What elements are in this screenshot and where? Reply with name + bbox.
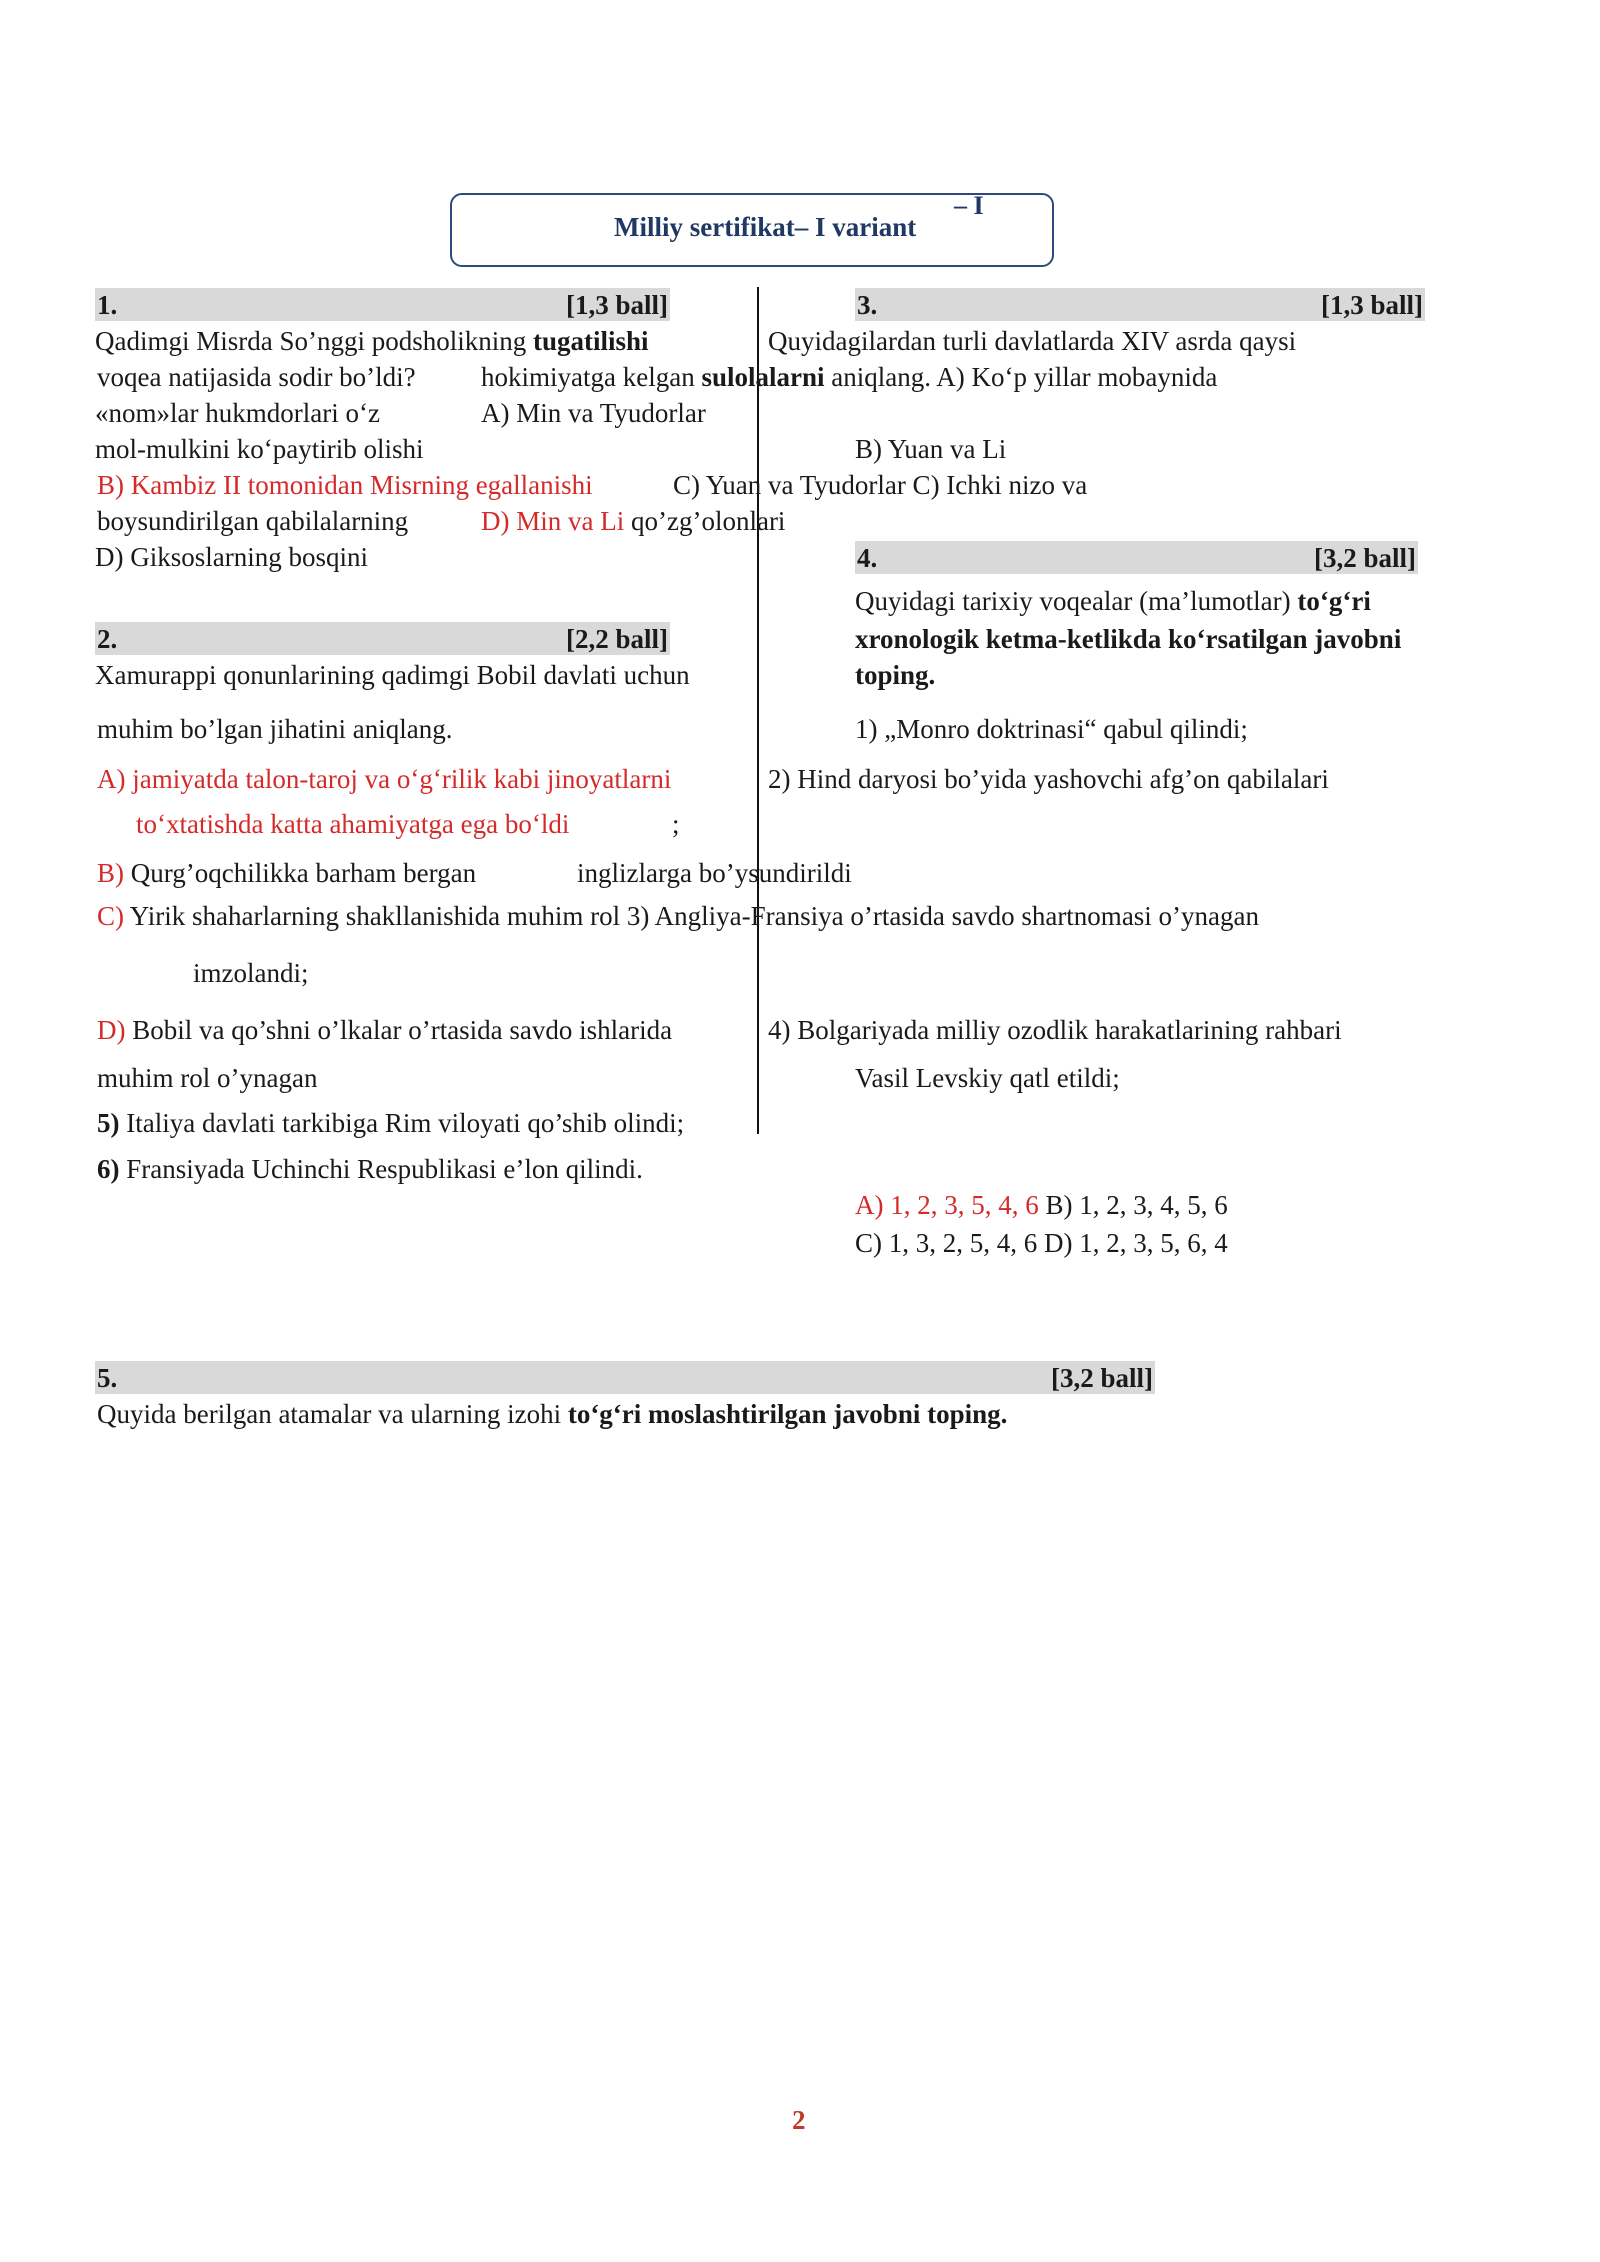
q4-header-bar bbox=[855, 541, 1418, 574]
q4-stem-line1: Quyidagi tarixiy voqealar (ma’lumotlar) to‘g‘ri bbox=[855, 586, 1371, 616]
q3-option-c: C) Yuan va Tyudorlar C) Ichki nizo va bbox=[673, 470, 1088, 500]
q2-stem-line2: muhim bo’lgan jihatini aniqlang. bbox=[97, 714, 453, 744]
q4-item-4-line2: Vasil Levskiy qatl etildi; bbox=[855, 1063, 1120, 1093]
q1-header-bar bbox=[95, 288, 670, 321]
q4-item-6: 6) Fransiyada Uchinchi Respublikasi e’lon qilindi. bbox=[97, 1154, 643, 1184]
q4-stem-line3: toping. bbox=[855, 660, 936, 690]
q2-number: 2. bbox=[97, 624, 118, 654]
q2-option-a-line2: to‘xtatishda katta ahamiyatga ega bo‘ldi bbox=[136, 809, 570, 839]
q4-item-5: 5) Italiya davlati tarkibiga Rim viloyati qo’shib olindi; bbox=[97, 1108, 685, 1138]
q2-option-d: D) Bobil va qo’shni o’lkalar o’rtasida savdo ishlarida bbox=[97, 1015, 673, 1045]
q4-item-4-line1: 4) Bolgariyada milliy ozodlik harakatlarining rahbari bbox=[768, 1015, 1342, 1045]
q2-option-a-semicolon: ; bbox=[672, 809, 680, 839]
q5-number: 5. bbox=[97, 1363, 118, 1393]
q1-option-d: D) Giksoslarning bosqini bbox=[95, 542, 368, 572]
q2-stem-line1: Xamurappi qonunlarining qadimgi Bobil davlati uchun bbox=[95, 660, 690, 690]
q3-option-b: B) Yuan va Li bbox=[855, 434, 1007, 464]
title-superscript: – I bbox=[954, 191, 984, 220]
q4-answers-line1: A) 1, 2, 3, 5, 4, 6 B) 1, 2, 3, 4, 5, 6 bbox=[855, 1190, 1228, 1220]
q4-points: [3,2 ball] bbox=[1313, 543, 1416, 573]
q5-stem: Quyida berilgan atamalar va ularning izohi to‘g‘ri moslashtirilgan javobni toping. bbox=[97, 1399, 1008, 1429]
q4-item-2-cont: inglizlarga bo’ysundirildi bbox=[577, 858, 852, 888]
q1-option-c-line1: boysundirilgan qabilalarning bbox=[97, 506, 409, 536]
q4-stem-line2: xronologik ketma-ketlikda ko‘rsatilgan javobni bbox=[855, 624, 1402, 654]
q4-answers-line2: C) 1, 3, 2, 5, 4, 6 D) 1, 2, 3, 5, 6, 4 bbox=[855, 1228, 1228, 1258]
q3-header-bar bbox=[855, 288, 1425, 321]
q5-points: [3,2 ball] bbox=[1050, 1363, 1153, 1393]
q1-option-b: B) Kambiz II tomonidan Misrning egallanishi bbox=[97, 470, 593, 500]
q2-option-b: B) Qurg’oqchilikka barham bergan bbox=[97, 858, 477, 888]
q1-stem-line1: Qadimgi Misrda So’nggi podsholikning tugatilishi bbox=[95, 326, 649, 356]
q1-option-a-line1: «nom»lar hukmdorlari o‘z bbox=[95, 398, 380, 428]
q3-option-d: D) Min va Li qo’zg’olonlari bbox=[481, 506, 786, 536]
title-box bbox=[450, 193, 1054, 267]
column-divider bbox=[757, 287, 759, 1134]
q1-number: 1. bbox=[97, 290, 118, 320]
q2-option-c-cont: imzolandi; bbox=[193, 958, 309, 988]
q3-stem-line2: hokimiyatga kelgan sulolalarni aniqlang. A) Ko‘p yillar mobaynida bbox=[481, 362, 1218, 392]
q2-header-bar bbox=[95, 622, 670, 655]
page-number: 2 bbox=[792, 2105, 806, 2135]
q1-stem-line2: voqea natijasida sodir bo’ldi? bbox=[97, 362, 416, 392]
q1-option-a-line2: mol-mulkini ko‘paytirib olishi bbox=[95, 434, 424, 464]
q3-points: [1,3 ball] bbox=[1320, 290, 1423, 320]
q5-header-bar bbox=[95, 1361, 1155, 1394]
q2-option-a-line1: A) jamiyatda talon-taroj va o‘g‘rilik kabi jinoyatlarni bbox=[97, 764, 672, 794]
q4-item-2: 2) Hind daryosi bo’yida yashovchi afg’on qabilalari bbox=[768, 764, 1329, 794]
q3-option-a: A) Min va Tyudorlar bbox=[481, 398, 706, 428]
q4-item-1: 1) „Monro doktrinasi“ qabul qilindi; bbox=[855, 714, 1248, 744]
q2-option-d-cont: muhim rol o’ynagan bbox=[97, 1063, 318, 1093]
q4-number: 4. bbox=[857, 543, 878, 573]
q3-stem-line1: Quyidagilardan turli davlatlarda XIV asrda qaysi bbox=[768, 326, 1297, 356]
q3-number: 3. bbox=[857, 290, 878, 320]
q1-points: [1,3 ball] bbox=[565, 290, 668, 320]
q2-option-c: C) Yirik shaharlarning shakllanishida muhim rol 3) Angliya-Fransiya o’rtasida savdo shartnomasi o’ynagan bbox=[97, 901, 1260, 931]
q2-points: [2,2 ball] bbox=[565, 624, 668, 654]
page-title: Milliy sertifikat– I variant bbox=[614, 212, 917, 242]
